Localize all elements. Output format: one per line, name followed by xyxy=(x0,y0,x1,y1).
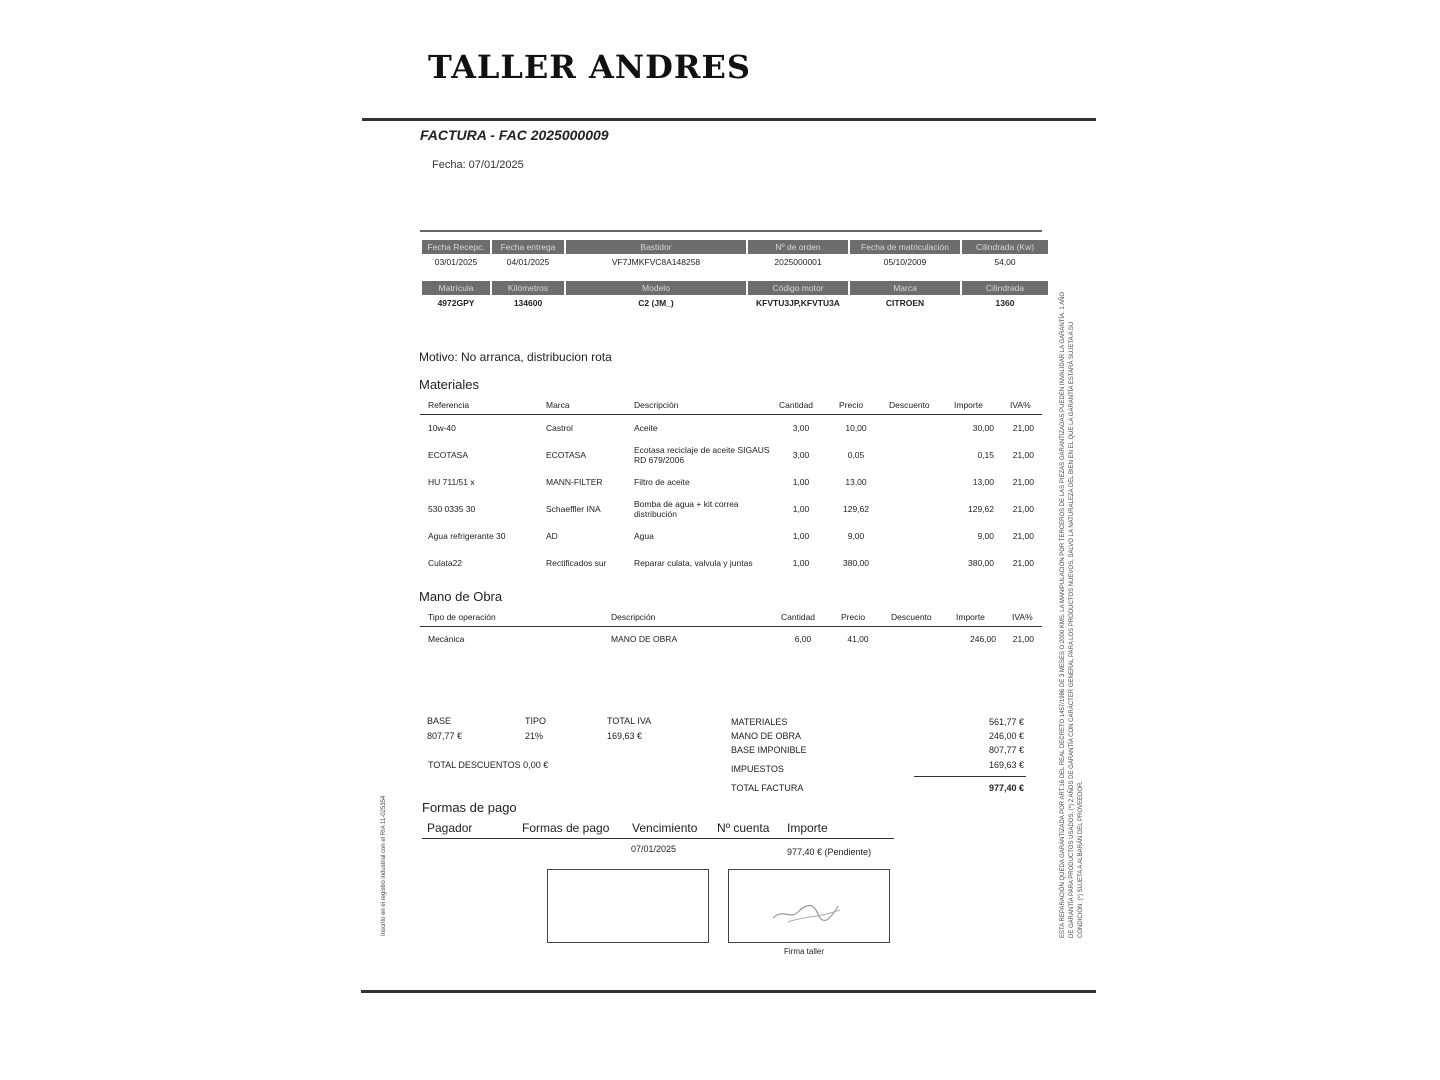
cell: 2025000001 xyxy=(774,257,822,267)
cell: 21,00 xyxy=(1012,477,1034,487)
cell xyxy=(881,442,946,469)
signature-scribble xyxy=(768,890,848,930)
cell: MANN-FILTER xyxy=(546,477,603,487)
cell: Filtro de aceite xyxy=(634,477,690,487)
cell: 1,00 xyxy=(792,531,810,541)
table-row xyxy=(420,523,1042,550)
cell: Schaeffler INA xyxy=(546,504,601,514)
payment-header: Importe xyxy=(787,821,828,835)
cell xyxy=(881,550,946,577)
invoice-title: FACTURA - FAC 2025000009 xyxy=(420,127,609,143)
cell: 54,00 xyxy=(994,257,1016,267)
col-header: Cantidad xyxy=(771,400,831,415)
cell: 3,00 xyxy=(792,450,810,460)
cell: 10,00 xyxy=(845,423,867,434)
cell: MANO DE OBRA xyxy=(611,633,678,644)
client-signature-box xyxy=(547,869,709,943)
cell: CITROEN xyxy=(885,298,925,308)
col-header: Cilindrada (Kw) xyxy=(961,240,1049,254)
cell: 4972GPY xyxy=(437,298,475,308)
cell: C2 (JM_) xyxy=(638,298,674,308)
signature-label: Firma taller xyxy=(784,947,825,956)
cell: Bomba de agua + kit correa distribución xyxy=(634,499,739,519)
vehicle-divider xyxy=(420,230,1042,232)
col-header: Marca xyxy=(538,400,626,415)
labour-title: Mano de Obra xyxy=(419,589,503,604)
summary-value: 807,77 € xyxy=(988,745,1024,755)
cell: 13,00 xyxy=(972,477,994,487)
payment-header: Pagador xyxy=(427,821,473,835)
cell: 21,00 xyxy=(1012,558,1034,568)
table-row xyxy=(420,496,1042,523)
cell: 246,00 xyxy=(970,633,996,644)
payment-header: Nº cuenta xyxy=(717,821,770,835)
summary-value: 246,00 € xyxy=(988,731,1024,741)
table-row xyxy=(420,550,1042,577)
cell xyxy=(883,627,948,651)
cell: 21,00 xyxy=(1012,531,1034,541)
cell: 530 0335 30 xyxy=(428,504,476,514)
cell xyxy=(881,415,946,442)
col-header: Marca xyxy=(849,281,961,295)
summary-label: BASE IMPONIBLE xyxy=(731,745,807,755)
col-header: Descripción xyxy=(603,612,773,627)
table-row xyxy=(420,469,1042,496)
cell: 03/01/2025 xyxy=(434,257,478,267)
cell: AD xyxy=(546,531,558,541)
vehicle-table-1 xyxy=(420,240,1050,270)
cell: 1360 xyxy=(995,298,1015,308)
col-header: Cilindrada xyxy=(961,281,1049,295)
warranty-note-1: ESTA REPARACIÓN QUEDA GARANTIZADA POR ART.16 DEL REAL DECRETO 1457/1986 DE 3 MESES O 2000 KMS. LA MANIPULACIÓN POR TERCEROS DE LAS PIEZAS GARANTIZADAS PUEDEN INVALIDAR LA GARANTÍA. 1 AÑO xyxy=(1060,291,1066,938)
cell: 04/01/2025 xyxy=(506,257,550,267)
summary-label: IMPUESTOS xyxy=(731,764,784,774)
cell: Agua xyxy=(634,531,654,541)
cell: 21,00 xyxy=(1012,423,1034,434)
col-header: Código motor xyxy=(747,281,849,295)
cell: HU 711/51 x xyxy=(428,477,475,487)
workshop-name: TALLER ANDRES xyxy=(428,48,751,86)
cell: 05/10/2009 xyxy=(883,257,927,267)
cell: 129,62 xyxy=(843,504,869,514)
total-discounts: TOTAL DESCUENTOS 0,00 € xyxy=(428,760,549,770)
cell: ECOTASA xyxy=(546,450,586,460)
cell: Culata22 xyxy=(428,558,463,568)
cell xyxy=(881,496,946,523)
cell: 0,05 xyxy=(847,450,865,460)
cell: Reparar culata, valvula y juntas xyxy=(634,558,753,568)
cell: 21,00 xyxy=(1012,504,1034,514)
col-header: Cantidad xyxy=(773,612,833,627)
cell: 380,00 xyxy=(843,558,869,568)
total-invoice-value: 977,40 € xyxy=(988,783,1024,793)
col-header: Descripción xyxy=(626,400,771,415)
cell: 0,15 xyxy=(977,450,994,460)
col-header: Fecha de matriculación xyxy=(849,240,961,254)
col-header: IVA% xyxy=(1002,400,1042,415)
summary-label: MATERIALES xyxy=(731,717,788,727)
cell: 13,00 xyxy=(845,477,867,487)
cell: 6,00 xyxy=(794,633,812,644)
cell: 9,00 xyxy=(977,531,994,541)
col-header: Importe xyxy=(946,400,1002,415)
cell: 129,62 xyxy=(968,504,994,514)
cell: 134600 xyxy=(513,298,543,308)
col-header: IVA% xyxy=(1004,612,1042,627)
cell xyxy=(881,523,946,550)
top-divider xyxy=(362,118,1096,121)
col-header: Descuento xyxy=(881,400,946,415)
base-value: 807,77 € xyxy=(427,731,463,741)
payment-header: Vencimiento xyxy=(632,821,698,835)
summary-value: 561,77 € xyxy=(988,717,1024,727)
col-header: Modelo xyxy=(565,281,747,295)
col-header: Kilómetros xyxy=(491,281,565,295)
cell: 41,00 xyxy=(847,633,869,644)
cell: 3,00 xyxy=(792,423,810,434)
cell: Castrol xyxy=(546,423,573,434)
payment-due-date: 07/01/2025 xyxy=(631,844,677,854)
cell: 1,00 xyxy=(792,504,810,514)
col-header: Nº de orden xyxy=(747,240,849,254)
base-label: BASE xyxy=(427,716,452,726)
col-header: Matrícula xyxy=(421,281,491,295)
warranty-note-2: DE GARANTÍA PARA PRODUCTOS USADOS. (*) 2 AÑOS DE GARANTÍA CON CARÁCTER GENERAL PARA LOS PRODUCTOS NUEVOS, SALVO LA NATURALEZA DEL BIEN EN EL QUE LA GARANTÍA ESTARÁ SUJETA A SU xyxy=(1069,321,1075,938)
payment-amount: 977,40 € (Pendiente) xyxy=(787,847,872,857)
materials-table xyxy=(420,400,1042,577)
col-header: Tipo de operación xyxy=(420,612,603,627)
cell: 9,00 xyxy=(847,531,865,541)
cell: 10w-40 xyxy=(428,423,456,434)
iva-label: TOTAL IVA xyxy=(607,716,652,726)
col-header: Fecha Recepc. xyxy=(421,240,491,254)
payment-divider xyxy=(422,838,894,839)
totals-divider xyxy=(914,776,1026,777)
summary-value: 169,63 € xyxy=(988,760,1024,770)
cell: Aceite xyxy=(634,423,658,434)
col-header: Precio xyxy=(831,400,881,415)
cell: Rectificados sur xyxy=(546,558,607,568)
payment-title: Formas de pago xyxy=(422,800,517,815)
cell: Agua refrigerante 30 xyxy=(428,531,506,541)
iva-value: 169,63 € xyxy=(607,731,643,741)
cell: VF7JMKFVC8A148258 xyxy=(611,257,701,267)
cell: KFVTU3JP,KFVTU3A xyxy=(756,298,840,308)
cell: 21,00 xyxy=(1012,450,1034,460)
tipo-label: TIPO xyxy=(525,716,547,726)
col-header: Bastidor xyxy=(565,240,747,254)
repair-reason: Motivo: No arranca, distribucion rota xyxy=(419,350,612,364)
table-row xyxy=(420,627,1042,651)
vehicle-table-2 xyxy=(420,281,1050,311)
registry-note: Inscrito en el registro industrial con el RIA 11-025354 xyxy=(381,795,387,936)
cell: 380,00 xyxy=(968,558,994,568)
table-row xyxy=(420,442,1042,469)
cell: Ecotasa reciclaje de aceite SIGAUS RD 679/2006 xyxy=(634,445,770,465)
col-header: Importe xyxy=(948,612,1004,627)
cell: 30,00 xyxy=(972,423,994,434)
total-invoice-label: TOTAL FACTURA xyxy=(731,783,804,793)
cell xyxy=(881,469,946,496)
col-header: Fecha entrega xyxy=(491,240,565,254)
cell: Mecánica xyxy=(428,633,465,644)
summary-label: MANO DE OBRA xyxy=(731,731,802,741)
bottom-divider xyxy=(361,990,1096,993)
materials-title: Materiales xyxy=(419,377,479,392)
cell: 1,00 xyxy=(792,477,810,487)
labour-table xyxy=(420,612,1042,651)
cell: ECOTASA xyxy=(428,450,468,460)
table-row xyxy=(420,415,1042,442)
payment-header: Formas de pago xyxy=(522,821,610,835)
tipo-value: 21% xyxy=(525,731,544,741)
col-header: Precio xyxy=(833,612,883,627)
cell: 1,00 xyxy=(792,558,810,568)
cell: 21,00 xyxy=(1012,633,1034,644)
warranty-note-3: CONDICIÓN. (*) SUJETA A ALBARÁN DEL PROVEEDOR. xyxy=(1078,780,1084,938)
col-header: Referencia xyxy=(420,400,538,415)
invoice-date: Fecha: 07/01/2025 xyxy=(432,159,524,171)
col-header: Descuento xyxy=(883,612,948,627)
